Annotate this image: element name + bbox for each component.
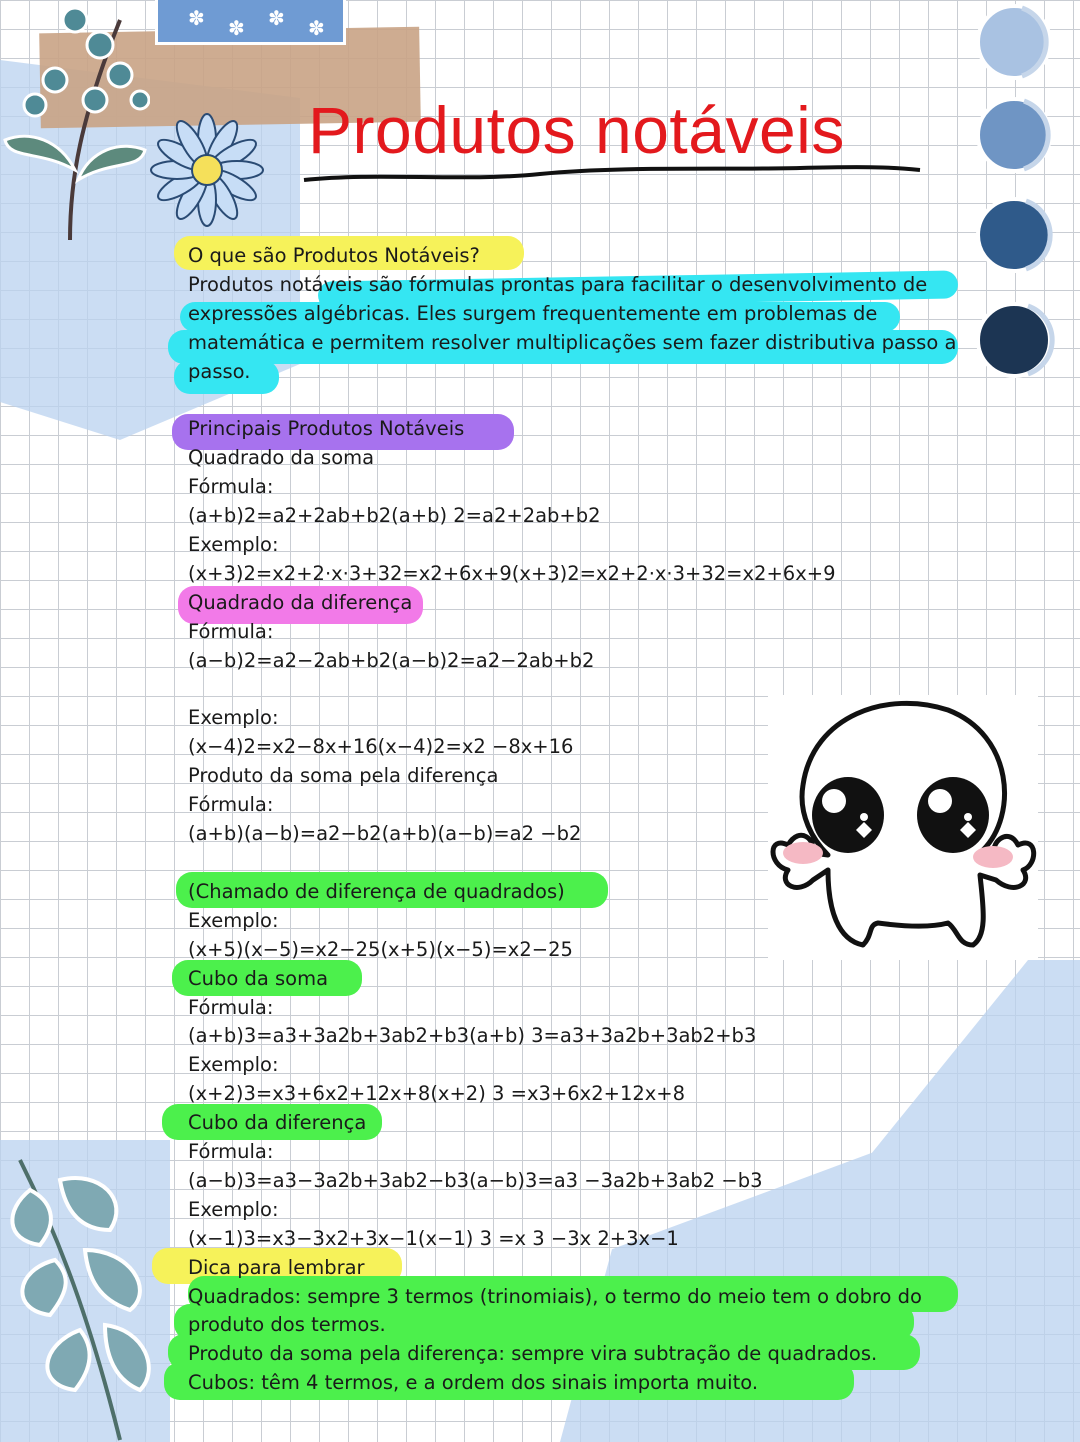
notes-body — [188, 242, 978, 1398]
label-example: Exemplo: — [188, 533, 279, 557]
formula: (a+b)(a−b)=a2−b2(a+b)(a−b)=a2 −b2 — [188, 822, 582, 846]
subheading: Produto da soma pela diferença — [188, 764, 499, 788]
tip-heading: Dica para lembrar — [188, 1255, 365, 1279]
moon-phase-icon — [972, 0, 1056, 84]
definition-line: Produtos notáveis são fórmulas prontas para facilitar o desenvolvimento de — [188, 272, 928, 296]
example: (x+2)3=x3+6x2+12x+8(x+2) 3 =x3+6x2+12x+8 — [188, 1082, 686, 1106]
example: (x−4)2=x2−8x+16(x−4)2=x2 −8x+16 — [188, 735, 574, 759]
tip-line: Quadrados: sempre 3 termos (trinomiais), o termo do meio tem o dobro do — [188, 1284, 922, 1308]
star-icon: ✽ — [188, 6, 205, 30]
formula: (a+b)3=a3+3a2b+3ab2+b3(a+b) 3=a3+3a2b+3ab2+b3 — [188, 1024, 757, 1048]
definition-line: passo. — [188, 359, 251, 383]
star-icon: ✽ — [228, 16, 245, 40]
section-heading: Principais Produtos Notáveis — [188, 417, 465, 441]
note: (Chamado de diferença de quadrados) — [188, 879, 565, 903]
tip-line: Cubos: têm 4 termos, e a ordem dos sinais importa muito. — [188, 1371, 759, 1395]
subheading: Quadrado da diferença — [188, 590, 413, 614]
subheading: Cubo da soma — [188, 966, 329, 990]
example: (x+5)(x−5)=x2−25(x+5)(x−5)=x2−25 — [188, 937, 573, 961]
label-example: Exemplo: — [188, 1053, 279, 1077]
label-formula: Fórmula: — [188, 793, 274, 817]
title-underline — [300, 160, 925, 190]
label-formula: Fórmula: — [188, 475, 274, 499]
page-title: Produtos notáveis — [308, 93, 845, 167]
label-formula: Fórmula: — [188, 619, 274, 643]
star-icon: ✽ — [308, 16, 325, 40]
washi-tape — [155, 0, 346, 45]
tip-line: Produto da soma pela diferença: sempre vira subtração de quadrados. — [188, 1342, 878, 1366]
formula: (a−b)2=a2−2ab+b2(a−b)2=a2−2ab+b2 — [188, 648, 595, 672]
label-example: Exemplo: — [188, 706, 279, 730]
label-formula: Fórmula: — [188, 1140, 274, 1164]
subheading: Quadrado da soma — [188, 446, 375, 470]
example: (x+3)2=x2+2·x·3+32=x2+6x+9(x+3)2=x2+2·x·3+32=x2+6x+9 — [188, 561, 836, 585]
formula: (a+b)2=a2+2ab+b2(a+b) 2=a2+2ab+b2 — [188, 504, 601, 528]
definition-line: expressões algébricas. Eles surgem frequentemente em problemas de — [188, 301, 878, 325]
label-formula: Fórmula: — [188, 995, 274, 1019]
daisy-flower-icon — [150, 110, 265, 230]
label-example: Exemplo: — [188, 1197, 279, 1221]
question-heading: O que são Produtos Notáveis? — [188, 244, 480, 267]
star-icon: ✽ — [268, 6, 285, 30]
formula: (a−b)3=a3−3a2b+3ab2−b3(a−b)3=a3 −3a2b+3ab2 −b3 — [188, 1168, 763, 1192]
definition-line: matemática e permitem resolver multiplicações sem fazer distributiva passo a — [188, 330, 957, 354]
blank-line — [188, 387, 978, 416]
moon-phase-icon — [972, 93, 1056, 177]
moon-phase-icon — [972, 298, 1056, 382]
berry-branch-icon — [0, 0, 150, 250]
label-example: Exemplo: — [188, 908, 279, 932]
blank-line — [188, 676, 978, 705]
blank-line — [188, 849, 978, 878]
text-lines — [188, 242, 978, 1398]
subheading: Cubo da diferença — [188, 1111, 367, 1135]
leaf-branch-icon — [0, 1150, 165, 1442]
tip-line: produto dos termos. — [188, 1313, 386, 1337]
moon-phase-icon — [972, 193, 1056, 277]
example: (x−1)3=x3−3x2+3x−1(x−1) 3 =x 3 −3x 2+3x−1 — [188, 1226, 679, 1250]
